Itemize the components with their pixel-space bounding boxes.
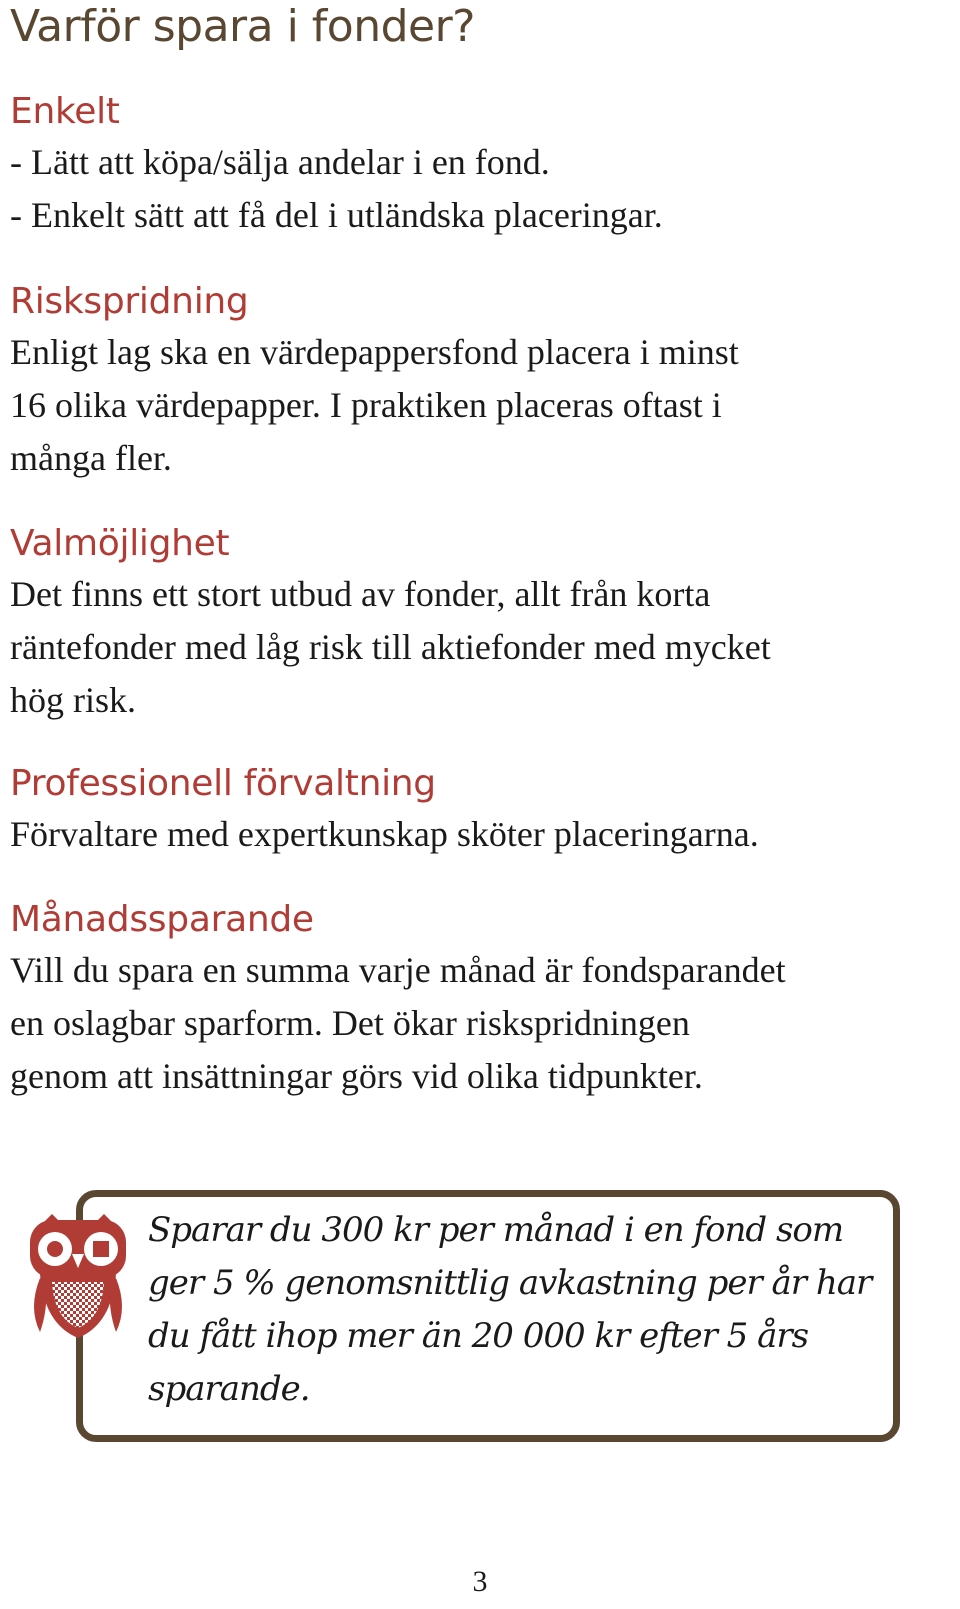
section-heading: Riskspridning bbox=[10, 281, 249, 322]
callout-line: Sparar du 300 kr per månad i en fond som bbox=[148, 1210, 844, 1250]
section-enkelt bbox=[10, 88, 955, 242]
section-line: räntefonder med låg risk till aktiefonder med mycket bbox=[10, 627, 771, 667]
section-line: hög risk. bbox=[10, 680, 136, 720]
section-heading: Enkelt bbox=[10, 91, 120, 132]
section-line: Vill du spara en summa varje månad är fondsparandet bbox=[10, 950, 786, 990]
callout-line: ger 5 % genomsnittlig avkastning per år har bbox=[148, 1263, 872, 1303]
section-line: - Enkelt sätt att få del i utländska placeringar. bbox=[10, 195, 663, 235]
section-valmojlighet bbox=[10, 520, 955, 727]
callout-line: du fått ihop mer än 20 000 kr efter 5 års bbox=[148, 1316, 809, 1356]
section-line: Enligt lag ska en värdepappersfond placera i minst bbox=[10, 332, 739, 372]
owl-icon bbox=[22, 1212, 134, 1340]
callout-text bbox=[148, 1204, 878, 1416]
section-riskspridning bbox=[10, 278, 955, 485]
section-line: många fler. bbox=[10, 438, 172, 478]
section-line: Det finns ett stort utbud av fonder, allt från korta bbox=[10, 574, 711, 614]
page-number: 3 bbox=[472, 1565, 488, 1598]
section-line: Förvaltare med expertkunskap sköter placeringarna. bbox=[10, 814, 759, 854]
section-line: en oslagbar sparform. Det ökar riskspridningen bbox=[10, 1003, 690, 1043]
page-title: Varför spara i fonder? bbox=[10, 1, 476, 52]
section-heading: Professionell förvaltning bbox=[10, 763, 436, 804]
section-line: - Lätt att köpa/sälja andelar i en fond. bbox=[10, 142, 550, 182]
callout-line: sparande. bbox=[148, 1369, 310, 1409]
section-heading: Månadssparande bbox=[10, 899, 314, 940]
section-heading: Valmöjlighet bbox=[10, 523, 230, 564]
section-professionell-forvaltning bbox=[10, 760, 955, 861]
section-manadssparande bbox=[10, 896, 955, 1103]
section-line: genom att insättningar görs vid olika tidpunkter. bbox=[10, 1056, 703, 1096]
section-line: 16 olika värdepapper. I praktiken placeras oftast i bbox=[10, 385, 722, 425]
